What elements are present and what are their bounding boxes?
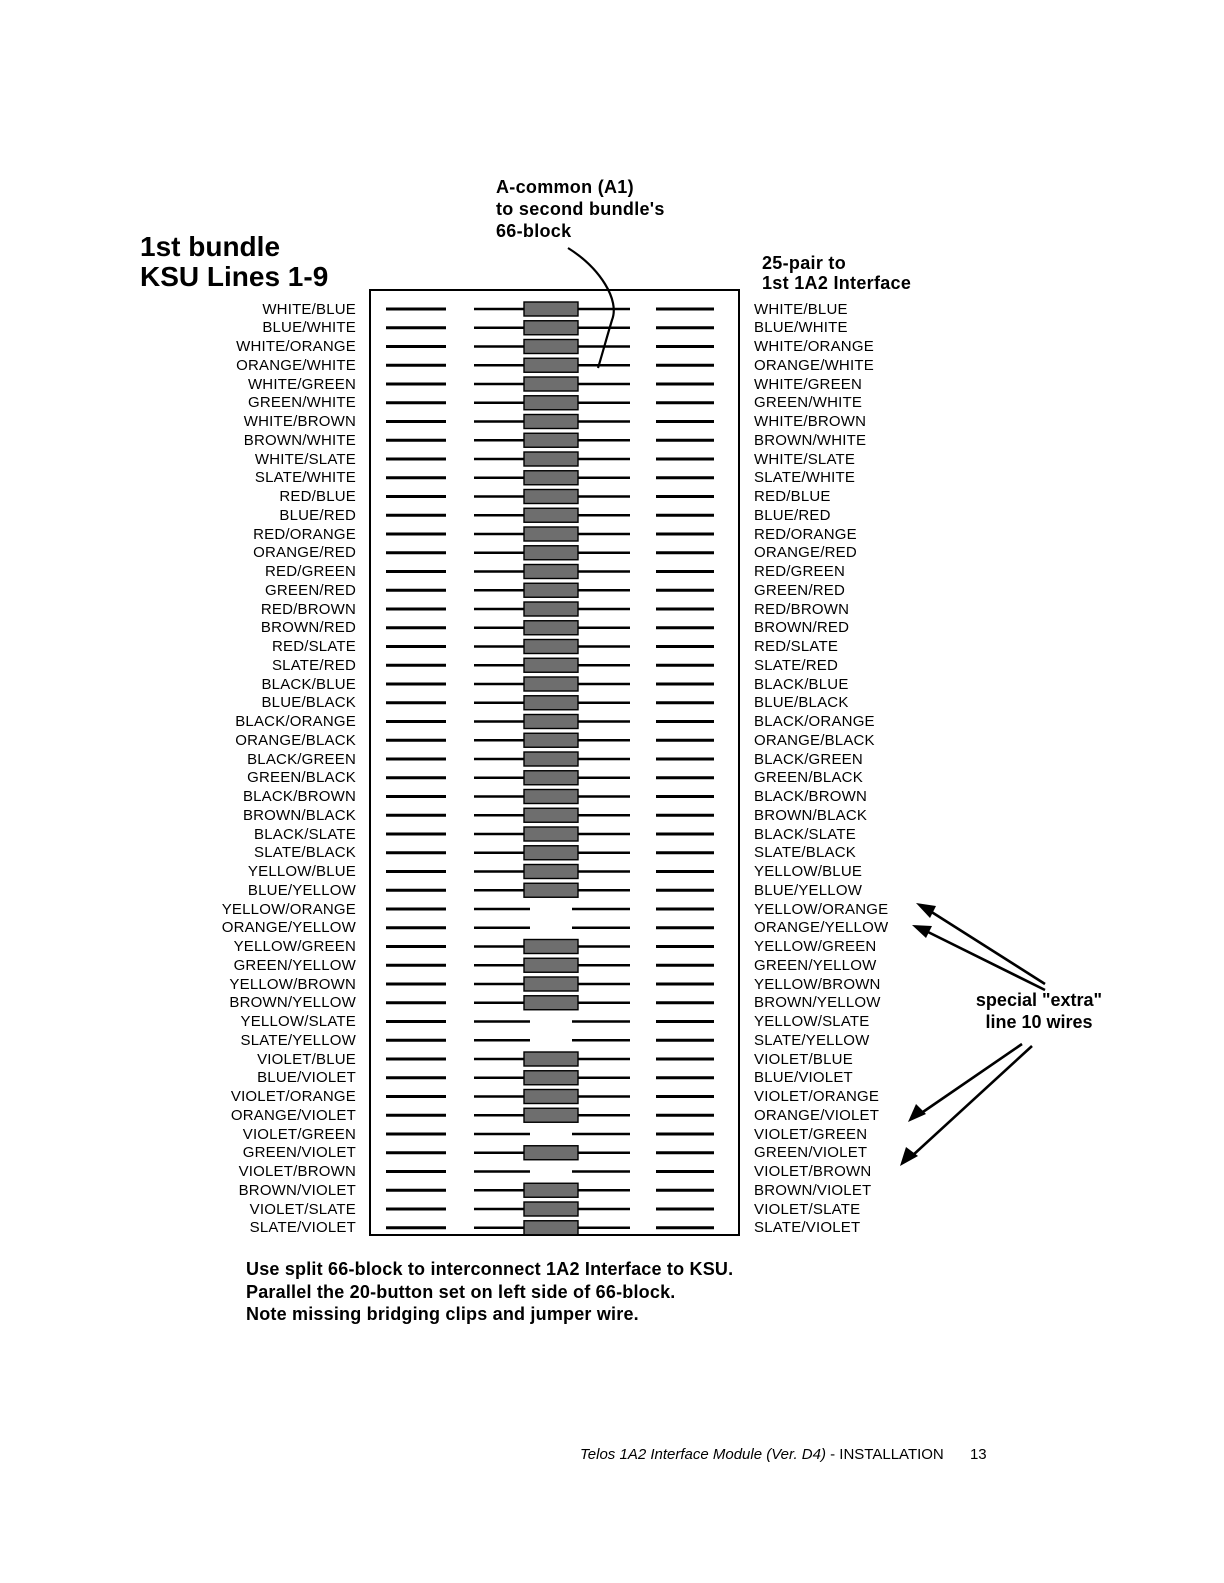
left-wire-label: RED/BROWN <box>260 600 356 618</box>
block-row <box>386 508 714 522</box>
left-wire-label: SLATE/BLACK <box>254 844 356 862</box>
block-row <box>386 583 714 597</box>
bundle-heading-line2: KSU Lines 1-9 <box>140 261 329 292</box>
bridging-clip <box>524 527 578 541</box>
right-wire-label: GREEN/RED <box>754 581 845 599</box>
right-wire-label: WHITE/BLUE <box>754 300 848 318</box>
right-wire-label: BLACK/ORANGE <box>754 713 875 730</box>
right-wire-label: SLATE/RED <box>754 656 839 674</box>
right-wire-label: BLACK/BROWN <box>754 788 868 805</box>
block-row <box>386 733 714 747</box>
installation-note <box>246 1258 733 1326</box>
bridging-clip <box>524 752 578 766</box>
note-line1: Use split 66-block to interconnect 1A2 Interface to KSU. <box>246 1259 734 1279</box>
right-wire-label: VIOLET/SLATE <box>754 1200 861 1218</box>
block-row <box>386 340 714 354</box>
right-wire-label: ORANGE/VIOLET <box>754 1106 880 1124</box>
left-wire-label: SLATE/YELLOW <box>240 1031 356 1049</box>
block-row <box>386 565 714 579</box>
right-wire-label: VIOLET/BLUE <box>754 1050 853 1068</box>
a-common-line2: to second bundle's <box>496 199 665 219</box>
left-wire-label: BROWN/BLACK <box>242 806 356 824</box>
bridging-clip <box>524 1090 578 1104</box>
right-wire-label: WHITE/ORANGE <box>754 338 874 355</box>
bridging-clip <box>524 1202 578 1216</box>
footer-section: - INSTALLATION <box>830 1446 944 1463</box>
left-wire-label: BLACK/GREEN <box>247 750 356 768</box>
bridging-clip <box>524 658 578 672</box>
bridging-clip <box>524 1146 578 1160</box>
left-wire-label: GREEN/VIOLET <box>242 1144 356 1162</box>
bridging-clip <box>524 490 578 504</box>
right-wire-label: VIOLET/GREEN <box>754 1125 868 1143</box>
block-rows <box>386 302 714 1235</box>
left-wire-label: ORANGE/BLACK <box>235 731 356 749</box>
block-row <box>386 415 714 429</box>
bridging-clip <box>524 396 578 410</box>
bridging-clip <box>524 358 578 372</box>
block-row <box>386 1146 714 1160</box>
bundle-heading-line1: 1st bundle <box>140 231 281 262</box>
right-wire-label: WHITE/GREEN <box>754 375 863 393</box>
arrow-to-yellow-orange <box>930 911 1045 984</box>
a-common-line1: A-common (A1) <box>496 177 634 197</box>
a-common-line3: 66-block <box>496 221 572 241</box>
right-wire-label: GREEN/VIOLET <box>754 1144 868 1162</box>
block-row <box>386 377 714 391</box>
block-row <box>386 602 714 616</box>
block-row <box>386 771 714 785</box>
left-wire-label: BROWN/RED <box>260 619 356 637</box>
block-row <box>386 1221 714 1235</box>
bridging-clip <box>524 433 578 447</box>
block-row <box>386 1202 714 1216</box>
arrow-to-orange-yellow <box>926 931 1045 990</box>
left-wire-label: BLUE/BLACK <box>261 694 356 712</box>
right-wire-label: YELLOW/BLUE <box>754 863 863 880</box>
left-wire-label: RED/SLATE <box>271 638 356 655</box>
block-row <box>386 358 714 372</box>
block-row <box>386 658 714 672</box>
left-wire-label: GREEN/WHITE <box>247 394 356 412</box>
right-wire-label: ORANGE/RED <box>754 544 857 562</box>
bridging-clip <box>524 827 578 841</box>
bridging-clip <box>524 321 578 335</box>
block-row <box>386 640 714 654</box>
left-wire-label: WHITE/GREEN <box>247 375 356 393</box>
bridging-clip <box>524 1071 578 1085</box>
bridging-clip <box>524 302 578 316</box>
page-footer <box>580 1446 987 1463</box>
left-wire-label: VIOLET/BLUE <box>257 1050 356 1068</box>
right-wire-label: BROWN/YELLOW <box>754 994 881 1012</box>
footer-title: Telos 1A2 Interface Module (Ver. D4) <box>580 1446 826 1463</box>
bridging-clip <box>524 1052 578 1066</box>
left-wire-label: YELLOW/BROWN <box>229 975 356 993</box>
note-line3: Note missing bridging clips and jumper wire. <box>246 1304 639 1324</box>
bridging-clip <box>524 996 578 1010</box>
block-row <box>386 958 714 972</box>
bridging-clip <box>524 452 578 466</box>
bridging-clip <box>524 865 578 879</box>
block-row <box>386 302 714 316</box>
right-wire-label: WHITE/SLATE <box>754 450 856 468</box>
special-line1: special "extra" <box>975 990 1103 1010</box>
right-wire-label: SLATE/WHITE <box>754 469 856 487</box>
right-wire-label: BLACK/BLUE <box>754 675 849 693</box>
left-wire-label: SLATE/WHITE <box>254 469 356 487</box>
left-wire-label: BLUE/VIOLET <box>257 1069 356 1087</box>
right-wire-label: BROWN/VIOLET <box>754 1181 872 1199</box>
block-row <box>386 1090 714 1104</box>
block-row <box>386 752 714 766</box>
block-row <box>386 677 714 691</box>
bridging-clip <box>524 940 578 954</box>
left-wire-label: BLACK/ORANGE <box>235 713 356 730</box>
block-row <box>386 471 714 485</box>
right-wire-label: ORANGE/BLACK <box>754 731 875 749</box>
block-row <box>386 696 714 710</box>
bridging-clip <box>524 733 578 747</box>
left-wire-label: ORANGE/WHITE <box>236 356 356 374</box>
right-wire-label: RED/SLATE <box>754 638 839 655</box>
right-wire-label: GREEN/WHITE <box>754 394 863 412</box>
block-row <box>386 883 714 897</box>
right-wire-label: SLATE/BLACK <box>754 844 856 862</box>
block-row <box>386 846 714 860</box>
right-wire-label: VIOLET/ORANGE <box>754 1088 880 1105</box>
right-wire-label: BLUE/VIOLET <box>754 1069 853 1087</box>
special-line2: line 10 wires <box>985 1012 1093 1032</box>
right-wire-label: SLATE/VIOLET <box>754 1219 861 1237</box>
bridging-clip <box>524 602 578 616</box>
right-wire-label: GREEN/YELLOW <box>754 956 877 974</box>
right-wire-label: YELLOW/ORANGE <box>754 900 889 918</box>
right-wire-label: RED/ORANGE <box>754 525 857 543</box>
arrowhead-yellow-orange <box>916 903 936 918</box>
note-line2: Parallel the 20-button set on left side of 66-block. <box>246 1281 676 1302</box>
block-row <box>386 1183 714 1197</box>
bridging-clip <box>524 771 578 785</box>
bridging-clip <box>524 377 578 391</box>
left-wire-label: RED/ORANGE <box>253 525 356 543</box>
bridging-clip <box>524 696 578 710</box>
arrowhead-orange-yellow <box>912 925 932 938</box>
bridging-clip <box>524 1183 578 1197</box>
right-wire-label: BROWN/RED <box>754 619 850 637</box>
block-row <box>386 527 714 541</box>
bridging-clip <box>524 471 578 485</box>
arrow-to-violet-brown <box>912 1046 1032 1156</box>
arrowhead-violet-brown <box>900 1147 918 1166</box>
left-wire-label: BLACK/SLATE <box>254 825 356 843</box>
right-wire-label: RED/GREEN <box>754 563 845 580</box>
bridging-clip <box>524 790 578 804</box>
left-wire-label: ORANGE/RED <box>253 544 356 562</box>
block-row <box>386 827 714 841</box>
block-row <box>386 808 714 822</box>
pair-callout-line1: 25-pair to <box>762 253 847 273</box>
block-row <box>386 865 714 879</box>
right-wire-label: BLUE/RED <box>754 506 831 524</box>
bridging-clip <box>524 1221 578 1235</box>
left-wire-label: SLATE/RED <box>271 656 356 674</box>
left-wire-label: ORANGE/VIOLET <box>230 1106 356 1124</box>
left-wire-label: YELLOW/GREEN <box>233 938 356 955</box>
bridging-clip <box>524 1108 578 1122</box>
left-wire-label: VIOLET/GREEN <box>242 1125 356 1143</box>
bridging-clip <box>524 640 578 654</box>
left-wire-label: BROWN/VIOLET <box>238 1181 356 1199</box>
left-wire-label: YELLOW/BLUE <box>247 863 356 880</box>
bridging-clip <box>524 340 578 354</box>
left-wire-label: YELLOW/ORANGE <box>221 900 356 918</box>
left-wire-label: BLUE/WHITE <box>262 319 356 337</box>
left-wire-label: WHITE/BROWN <box>243 413 356 430</box>
right-wire-label: WHITE/BROWN <box>754 413 867 430</box>
bridging-clip <box>524 415 578 429</box>
block-row <box>386 490 714 504</box>
right-wire-label: BLACK/GREEN <box>754 750 863 768</box>
special-arrows <box>900 903 1045 1166</box>
block-row <box>386 1108 714 1122</box>
bridging-clip <box>524 508 578 522</box>
right-wire-label: RED/BROWN <box>754 600 850 618</box>
left-wire-label: WHITE/SLATE <box>254 450 356 468</box>
arrowhead-violet-green <box>908 1104 926 1122</box>
block-row <box>386 715 714 729</box>
pair-callout-line2: 1st 1A2 Interface <box>762 273 912 293</box>
left-wire-label: GREEN/YELLOW <box>233 956 356 974</box>
bridging-clip <box>524 715 578 729</box>
block-row <box>386 621 714 635</box>
right-wire-label: RED/BLUE <box>754 488 831 505</box>
right-wire-label: BLUE/YELLOW <box>754 881 863 899</box>
block-row <box>386 790 714 804</box>
left-wire-label: WHITE/ORANGE <box>236 338 356 355</box>
bridging-clip <box>524 958 578 972</box>
left-wire-label: VIOLET/ORANGE <box>230 1088 356 1105</box>
left-wire-label: GREEN/BLACK <box>247 769 356 787</box>
left-wire-label: RED/GREEN <box>265 563 356 580</box>
left-wire-label: WHITE/BLUE <box>262 300 356 318</box>
right-wire-label: BLACK/SLATE <box>754 825 856 843</box>
block-row <box>386 1071 714 1085</box>
bridging-clip <box>524 583 578 597</box>
left-wire-label: VIOLET/SLATE <box>249 1200 356 1218</box>
block-row <box>386 433 714 447</box>
page-number: 13 <box>969 1446 987 1463</box>
right-wire-label: YELLOW/GREEN <box>754 938 877 955</box>
bridging-clip <box>524 546 578 560</box>
left-wire-label: BLACK/BLUE <box>261 675 356 693</box>
right-wire-label: GREEN/BLACK <box>754 769 863 787</box>
right-wire-label: ORANGE/YELLOW <box>754 919 889 937</box>
right-wire-label: BLUE/BLACK <box>754 694 849 712</box>
left-wire-label: BLUE/YELLOW <box>247 881 356 899</box>
block-row <box>386 452 714 466</box>
block-row <box>386 940 714 954</box>
right-wire-label: SLATE/YELLOW <box>754 1031 870 1049</box>
right-wire-label: YELLOW/SLATE <box>754 1013 870 1030</box>
right-wire-label: BLUE/WHITE <box>754 319 848 337</box>
left-wire-label: YELLOW/SLATE <box>240 1013 356 1030</box>
left-wire-label: BROWN/YELLOW <box>229 994 356 1012</box>
bridging-clip <box>524 977 578 991</box>
left-wire-label: BLACK/BROWN <box>242 788 356 805</box>
block-row <box>386 546 714 560</box>
left-wire-label: BROWN/WHITE <box>243 431 356 449</box>
left-wire-label: RED/BLUE <box>279 488 356 505</box>
block-row <box>386 1052 714 1066</box>
right-wire-label: BROWN/WHITE <box>754 431 867 449</box>
left-wire-label: GREEN/RED <box>265 581 356 599</box>
left-wire-label: ORANGE/YELLOW <box>221 919 356 937</box>
left-wire-label: BLUE/RED <box>279 506 356 524</box>
bridging-clip <box>524 846 578 860</box>
bridging-clip <box>524 677 578 691</box>
block-row <box>386 977 714 991</box>
block-row <box>386 321 714 335</box>
bridging-clip <box>524 883 578 897</box>
block-row <box>386 396 714 410</box>
left-wire-label: SLATE/VIOLET <box>249 1219 356 1237</box>
bridging-clip <box>524 565 578 579</box>
right-wire-label: BROWN/BLACK <box>754 806 868 824</box>
right-wire-label: YELLOW/BROWN <box>754 975 881 993</box>
right-wire-label: VIOLET/BROWN <box>754 1163 872 1180</box>
bridging-clip <box>524 621 578 635</box>
left-wire-label: VIOLET/BROWN <box>238 1163 356 1180</box>
block-row <box>386 996 714 1010</box>
bridging-clip <box>524 808 578 822</box>
right-wire-label: ORANGE/WHITE <box>754 356 874 374</box>
